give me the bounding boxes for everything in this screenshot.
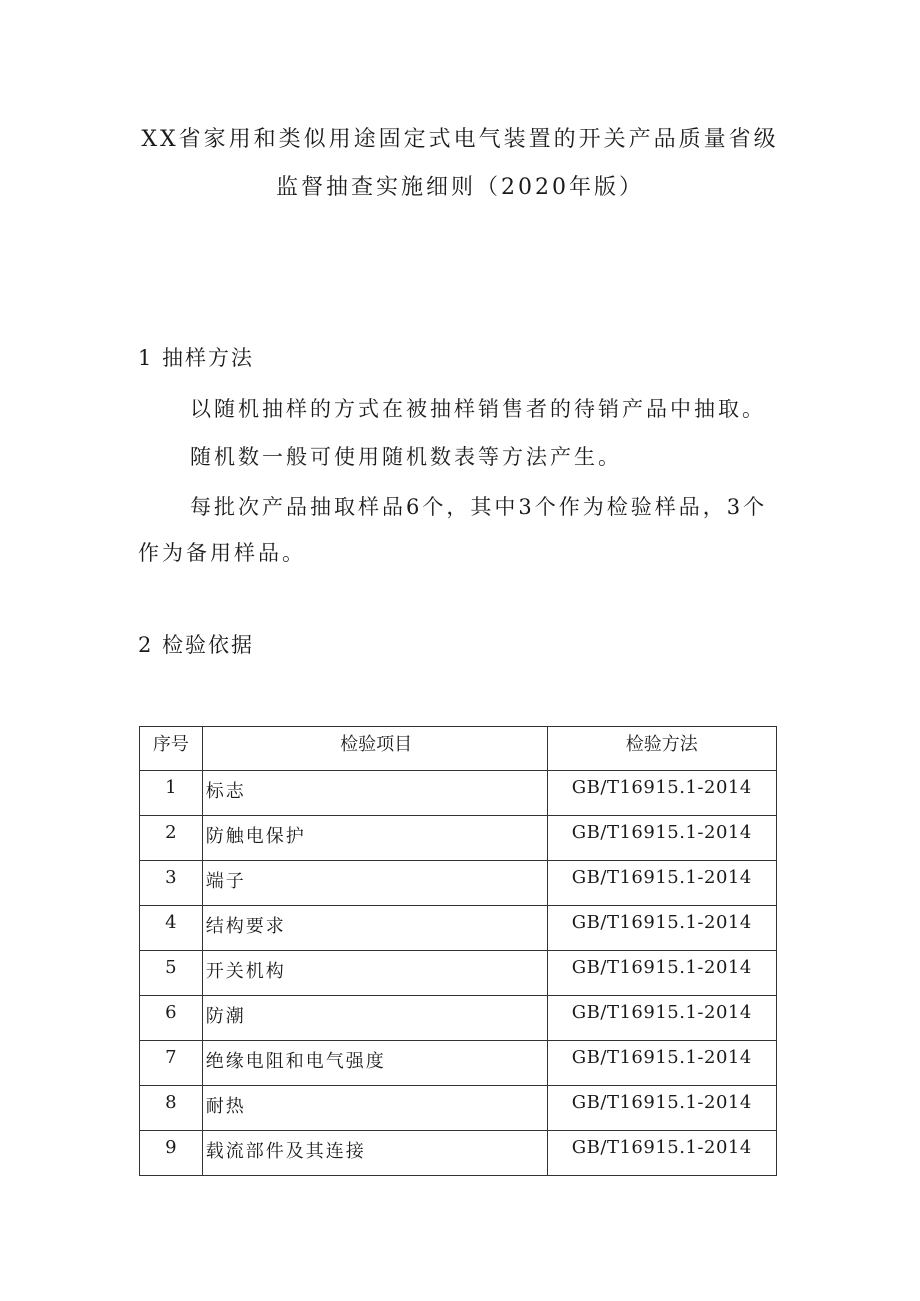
cell-no: 8	[140, 1086, 203, 1131]
cell-item: 结构要求	[202, 906, 547, 951]
cell-method: GB/T16915.1-2014	[547, 1131, 776, 1176]
paragraph-random-number: 随机数一般可使用随机数表等方法产生。	[190, 445, 622, 469]
cell-item: 防潮	[202, 996, 547, 1041]
cell-no: 9	[140, 1131, 203, 1176]
table-row	[140, 861, 777, 906]
paragraph-sampling-method: 以随机抽样的方式在被抽样销售者的待销产品中抽取。	[190, 397, 766, 421]
table-row	[140, 951, 777, 996]
cell-no: 4	[140, 906, 203, 951]
header-no: 序号	[140, 727, 203, 771]
table-header-row	[140, 727, 777, 771]
cell-item: 绝缘电阻和电气强度	[202, 1041, 547, 1086]
cell-no: 7	[140, 1041, 203, 1086]
paragraph-sample-count-cont: 作为备用样品。	[138, 541, 306, 565]
table-row	[140, 906, 777, 951]
cell-item: 载流部件及其连接	[202, 1131, 547, 1176]
cell-no: 6	[140, 996, 203, 1041]
cell-method: GB/T16915.1-2014	[547, 996, 776, 1041]
section-heading-inspection-basis: 2 检验依据	[138, 633, 255, 657]
cell-method: GB/T16915.1-2014	[547, 771, 776, 816]
cell-method: GB/T16915.1-2014	[547, 951, 776, 996]
table-row	[140, 1041, 777, 1086]
inspection-table	[139, 726, 777, 1176]
table-row	[140, 1086, 777, 1131]
cell-no: 3	[140, 861, 203, 906]
document-title-line2: 监督抽查实施细则（2020年版）	[276, 175, 644, 200]
cell-method: GB/T16915.1-2014	[547, 906, 776, 951]
cell-no: 1	[140, 771, 203, 816]
table-row	[140, 996, 777, 1041]
section-heading-sampling: 1 抽样方法	[138, 346, 255, 370]
cell-item: 防触电保护	[202, 816, 547, 861]
document-title-line1: XX省家用和类似用途固定式电气装置的开关产品质量省级	[141, 127, 779, 152]
cell-item: 耐热	[202, 1086, 547, 1131]
table-row	[140, 1131, 777, 1176]
table-row	[140, 771, 777, 816]
paragraph-sample-count: 每批次产品抽取样品6个，其中3个作为检验样品，3个	[190, 495, 768, 519]
cell-method: GB/T16915.1-2014	[547, 861, 776, 906]
header-method: 检验方法	[547, 727, 776, 771]
cell-method: GB/T16915.1-2014	[547, 816, 776, 861]
cell-no: 2	[140, 816, 203, 861]
cell-method: GB/T16915.1-2014	[547, 1086, 776, 1131]
table-row	[140, 816, 777, 861]
cell-method: GB/T16915.1-2014	[547, 1041, 776, 1086]
cell-item: 标志	[202, 771, 547, 816]
header-item: 检验项目	[202, 727, 547, 771]
cell-item: 端子	[202, 861, 547, 906]
cell-item: 开关机构	[202, 951, 547, 996]
cell-no: 5	[140, 951, 203, 996]
